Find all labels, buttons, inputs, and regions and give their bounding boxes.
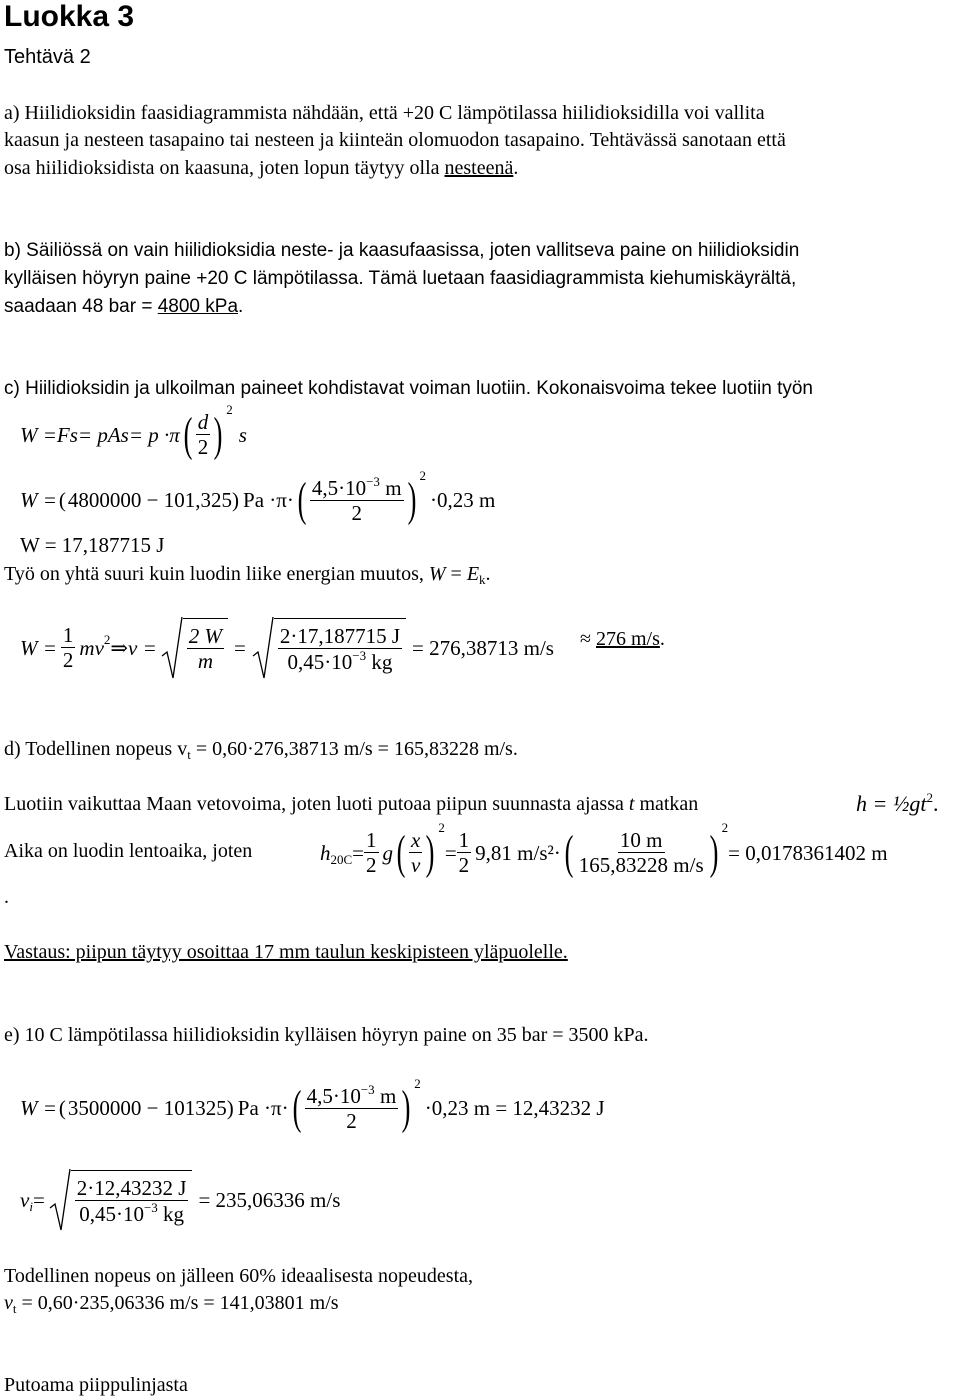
drop-result: = 0,0178361402 m <box>728 840 888 865</box>
mv-term: mv <box>79 635 104 660</box>
g-value: 9,81 m/s²· <box>475 840 561 865</box>
symbol-w: W <box>428 563 446 585</box>
subscript-20c: 20C <box>330 852 353 867</box>
frac-num: 1 <box>62 622 74 647</box>
frac-den: m <box>197 649 213 674</box>
work-result: ·0,23 m = 12,43232 J <box>424 1095 605 1120</box>
paren-open: ( <box>292 1081 301 1134</box>
unit-pa: Pa ·π· <box>237 1095 289 1120</box>
part-e-velocity <box>20 1160 340 1240</box>
part-d-answer: Vastaus: piipun täytyy osoittaa 17 mm taulun keskipisteen yläpuolelle. <box>4 941 568 963</box>
period: . <box>659 628 665 650</box>
paren-close: ) <box>232 487 240 512</box>
part-d-real-velocity <box>4 738 518 763</box>
paren-close: ) <box>407 473 416 526</box>
frac-den: 2 <box>346 1108 357 1133</box>
h-symbol: h <box>320 840 331 865</box>
approx-sign: ≈ <box>580 628 591 650</box>
frac-den <box>286 649 395 674</box>
equals: = <box>234 635 246 660</box>
part-e-work <box>20 1072 605 1144</box>
part-b-text: saadaan 48 bar = <box>4 296 158 317</box>
velocity-approx <box>580 628 665 651</box>
part-c-intro: c) Hiilidioksidin ja ulkoilman paineet kohdistavat voiman luotiin. Kokonaisvoima tekee luotiin työn <box>4 378 813 399</box>
den-base: 0,45·10 <box>287 649 353 674</box>
subscript-t: t <box>12 1301 17 1316</box>
num-base: 4,5·10 <box>311 475 367 500</box>
num-unit: m <box>374 1083 397 1108</box>
symbol-t: t <box>628 793 635 815</box>
equals: = <box>444 840 457 865</box>
subscript-k: k <box>479 572 486 587</box>
sqrt-sign-icon <box>252 616 274 680</box>
radius-fraction <box>310 475 404 525</box>
drop-formula-text: h = ½gt <box>856 791 927 816</box>
exponent: 2 <box>103 632 111 647</box>
2w-over-m <box>187 625 224 673</box>
paren-open: ( <box>297 473 307 526</box>
radicand <box>71 1170 193 1231</box>
part-e-line-1: e) 10 C lämpötilassa hiilidioksidin kylläisen höyryn paine on 35 bar = 3500 kPa. <box>4 1024 649 1046</box>
num-exp: −3 <box>360 1081 375 1097</box>
task-subtitle: Tehtävä 2 <box>4 46 91 68</box>
part-a-line-3 <box>4 157 518 180</box>
den-base: 0,45·10 <box>79 1201 144 1226</box>
real-velocity-value: = 0,60·235,06336 m/s = 141,03801 m/s <box>16 1292 339 1314</box>
drop-calculation <box>320 818 888 888</box>
footer-heading: Putoama piippulinjasta <box>4 1374 188 1396</box>
work-lhs: W = <box>20 1095 57 1120</box>
period: . <box>513 157 519 179</box>
numeric-fraction <box>75 1177 189 1226</box>
work-formula-lhs: W =Fs= pAs= p ·π <box>20 422 180 447</box>
energy-text: Työ on yhtä suuri kuin luodin liike energian muutos, <box>4 563 429 585</box>
exponent: 2 <box>414 1076 421 1091</box>
equals: = <box>32 1187 45 1212</box>
frac-num: d <box>197 409 209 434</box>
exponent: 2 <box>438 820 445 835</box>
paren-close: ) <box>401 1081 411 1134</box>
drop-formula <box>856 790 938 817</box>
work-formula <box>20 400 247 470</box>
frac-num: 2 W <box>188 624 223 649</box>
work-calculation <box>20 464 495 536</box>
frac-den: 2 <box>366 852 377 877</box>
sqrt-sign-icon <box>161 616 183 680</box>
radicand <box>183 618 228 679</box>
gravity-matkan: matkan <box>634 793 699 815</box>
exponent: 2 <box>226 402 233 417</box>
frac-den: v <box>411 852 421 877</box>
den-unit: kg <box>366 649 393 674</box>
v-lhs: v = <box>128 635 157 660</box>
part-b-line-2: kylläisen höyryn paine +20 C lämpötilassa. Tämä luetaan faasidiagrammista kiehumiskäyrältä, <box>4 268 797 289</box>
half-fraction <box>364 829 379 877</box>
frac-num: 2·17,187715 J <box>279 623 401 648</box>
pressure-diff: 3500000 − 101325 <box>67 1095 227 1120</box>
frac-den <box>77 1201 186 1226</box>
pressure-diff: 4800000 − 101,325 <box>67 487 233 512</box>
symbol-e: E <box>466 563 480 585</box>
page-title: Luokka 3 <box>4 0 135 33</box>
frac-num <box>305 1083 399 1109</box>
den-exp: −3 <box>143 1199 158 1215</box>
g-symbol: g <box>382 840 394 865</box>
subscript-t: t <box>187 747 191 762</box>
paren-close: ) <box>709 826 719 879</box>
half-fraction <box>61 624 76 672</box>
answer-276ms: 276 m/s <box>595 628 660 650</box>
part-e-real-2 <box>4 1292 339 1317</box>
sqrt-sign-icon <box>49 1168 71 1232</box>
frac-den: 2 <box>62 647 74 672</box>
period: . <box>485 563 491 585</box>
equals: = <box>445 563 467 585</box>
frac-num: 1 <box>458 827 470 852</box>
paren-close: ) <box>226 1095 234 1120</box>
numeric-fraction <box>278 625 402 674</box>
flight-time-statement: Aika on luodin lentoaika, joten <box>4 840 253 862</box>
radicand <box>274 618 406 679</box>
part-b-line-1: b) Säiliössä on vain hiilidioksidia neste- ja kaasufaasissa, joten vallitseva paine on hiilidioksidin <box>4 240 800 261</box>
part-a-text: osa hiilidioksidista on kaasuna, joten lopun täytyy olla <box>4 157 445 179</box>
paren-open: ( <box>564 826 574 879</box>
exponent: 2 <box>926 790 933 805</box>
work-formula-tail: s <box>238 422 247 447</box>
frac-num: 1 <box>366 827 377 852</box>
d-over-2 <box>196 411 211 459</box>
x-over-v <box>409 829 422 877</box>
paren-open: ( <box>183 408 193 461</box>
frac-den: 165,83228 m/s <box>578 852 704 877</box>
frac-num <box>310 475 404 501</box>
paren-open: ( <box>58 487 66 512</box>
num-exp: −3 <box>366 473 380 489</box>
frac-num: 2·12,43232 J <box>76 1175 187 1200</box>
den-exp: −3 <box>352 647 367 663</box>
exponent: 2 <box>721 820 729 835</box>
work-calc-tail: ·0,23 m <box>430 487 496 512</box>
implies-arrow: ⇒ <box>110 635 129 660</box>
real-velocity-text: d) Todellinen nopeus v <box>4 738 188 760</box>
x-over-v-numeric <box>577 829 706 877</box>
work-result: W = 17,187715 J <box>20 533 165 557</box>
velocity-result: = 235,06336 m/s <box>198 1187 341 1212</box>
part-b-line-3 <box>4 296 243 318</box>
sqrt-2w-over-m <box>161 616 228 680</box>
frac-den: 2 <box>351 500 362 525</box>
part-a-line-2: kaasun ja nesteen tasapaino tai nesteen ja kiinteän olomuodon tasapaino. Tehtävässä sanotaan että <box>4 129 786 151</box>
frac-den: 2 <box>458 852 470 877</box>
energy-statement <box>4 563 491 588</box>
exponent: 2 <box>419 468 427 483</box>
part-e-real-1: Todellinen nopeus on jälleen 60% ideaalisesta nopeudesta, <box>4 1265 474 1287</box>
paren-open: ( <box>396 826 406 879</box>
v-symbol: v <box>4 1292 13 1314</box>
stray-dot: . <box>4 886 9 908</box>
num-base: 4,5·10 <box>306 1083 361 1108</box>
unit-pa: Pa ·π· <box>243 487 294 512</box>
num-unit: m <box>379 475 402 500</box>
equals: = <box>352 840 365 865</box>
answer-nesteena: nesteenä <box>444 157 514 179</box>
real-velocity-value: = 0,60·276,38713 m/s = 165,83228 m/s. <box>190 738 518 760</box>
part-a-line-1: a) Hiilidioksidin faasidiagrammista nähdään, että +20 C lämpötilassa hiilidioksidilla voi vallita <box>4 102 765 124</box>
answer-4800kpa: 4800 kPa <box>157 296 239 317</box>
v-symbol: v <box>20 1187 30 1212</box>
paren-close: ) <box>213 408 223 461</box>
velocity-lhs: W = <box>20 635 57 660</box>
half-fraction <box>457 829 472 877</box>
work-calc-lhs: W = <box>20 487 57 512</box>
radius-fraction <box>305 1083 399 1133</box>
period: . <box>238 296 244 317</box>
frac-num: x <box>411 827 421 852</box>
velocity-result: = 276,38713 m/s <box>412 635 554 660</box>
velocity-formula <box>20 608 554 688</box>
gravity-text: Luotiin vaikuttaa Maan vetovoima, joten luoti putoaa piipun suunnasta ajassa <box>4 793 629 815</box>
paren-open: ( <box>58 1095 66 1120</box>
gravity-statement <box>4 793 698 816</box>
sqrt-numeric <box>252 616 406 680</box>
sqrt-numeric <box>49 1168 193 1232</box>
den-unit: kg <box>157 1201 185 1226</box>
subscript-i: i <box>29 1199 33 1214</box>
period: . <box>932 791 939 816</box>
frac-den: 2 <box>197 434 209 459</box>
frac-num: 10 m <box>619 827 663 852</box>
paren-close: ) <box>425 826 435 879</box>
